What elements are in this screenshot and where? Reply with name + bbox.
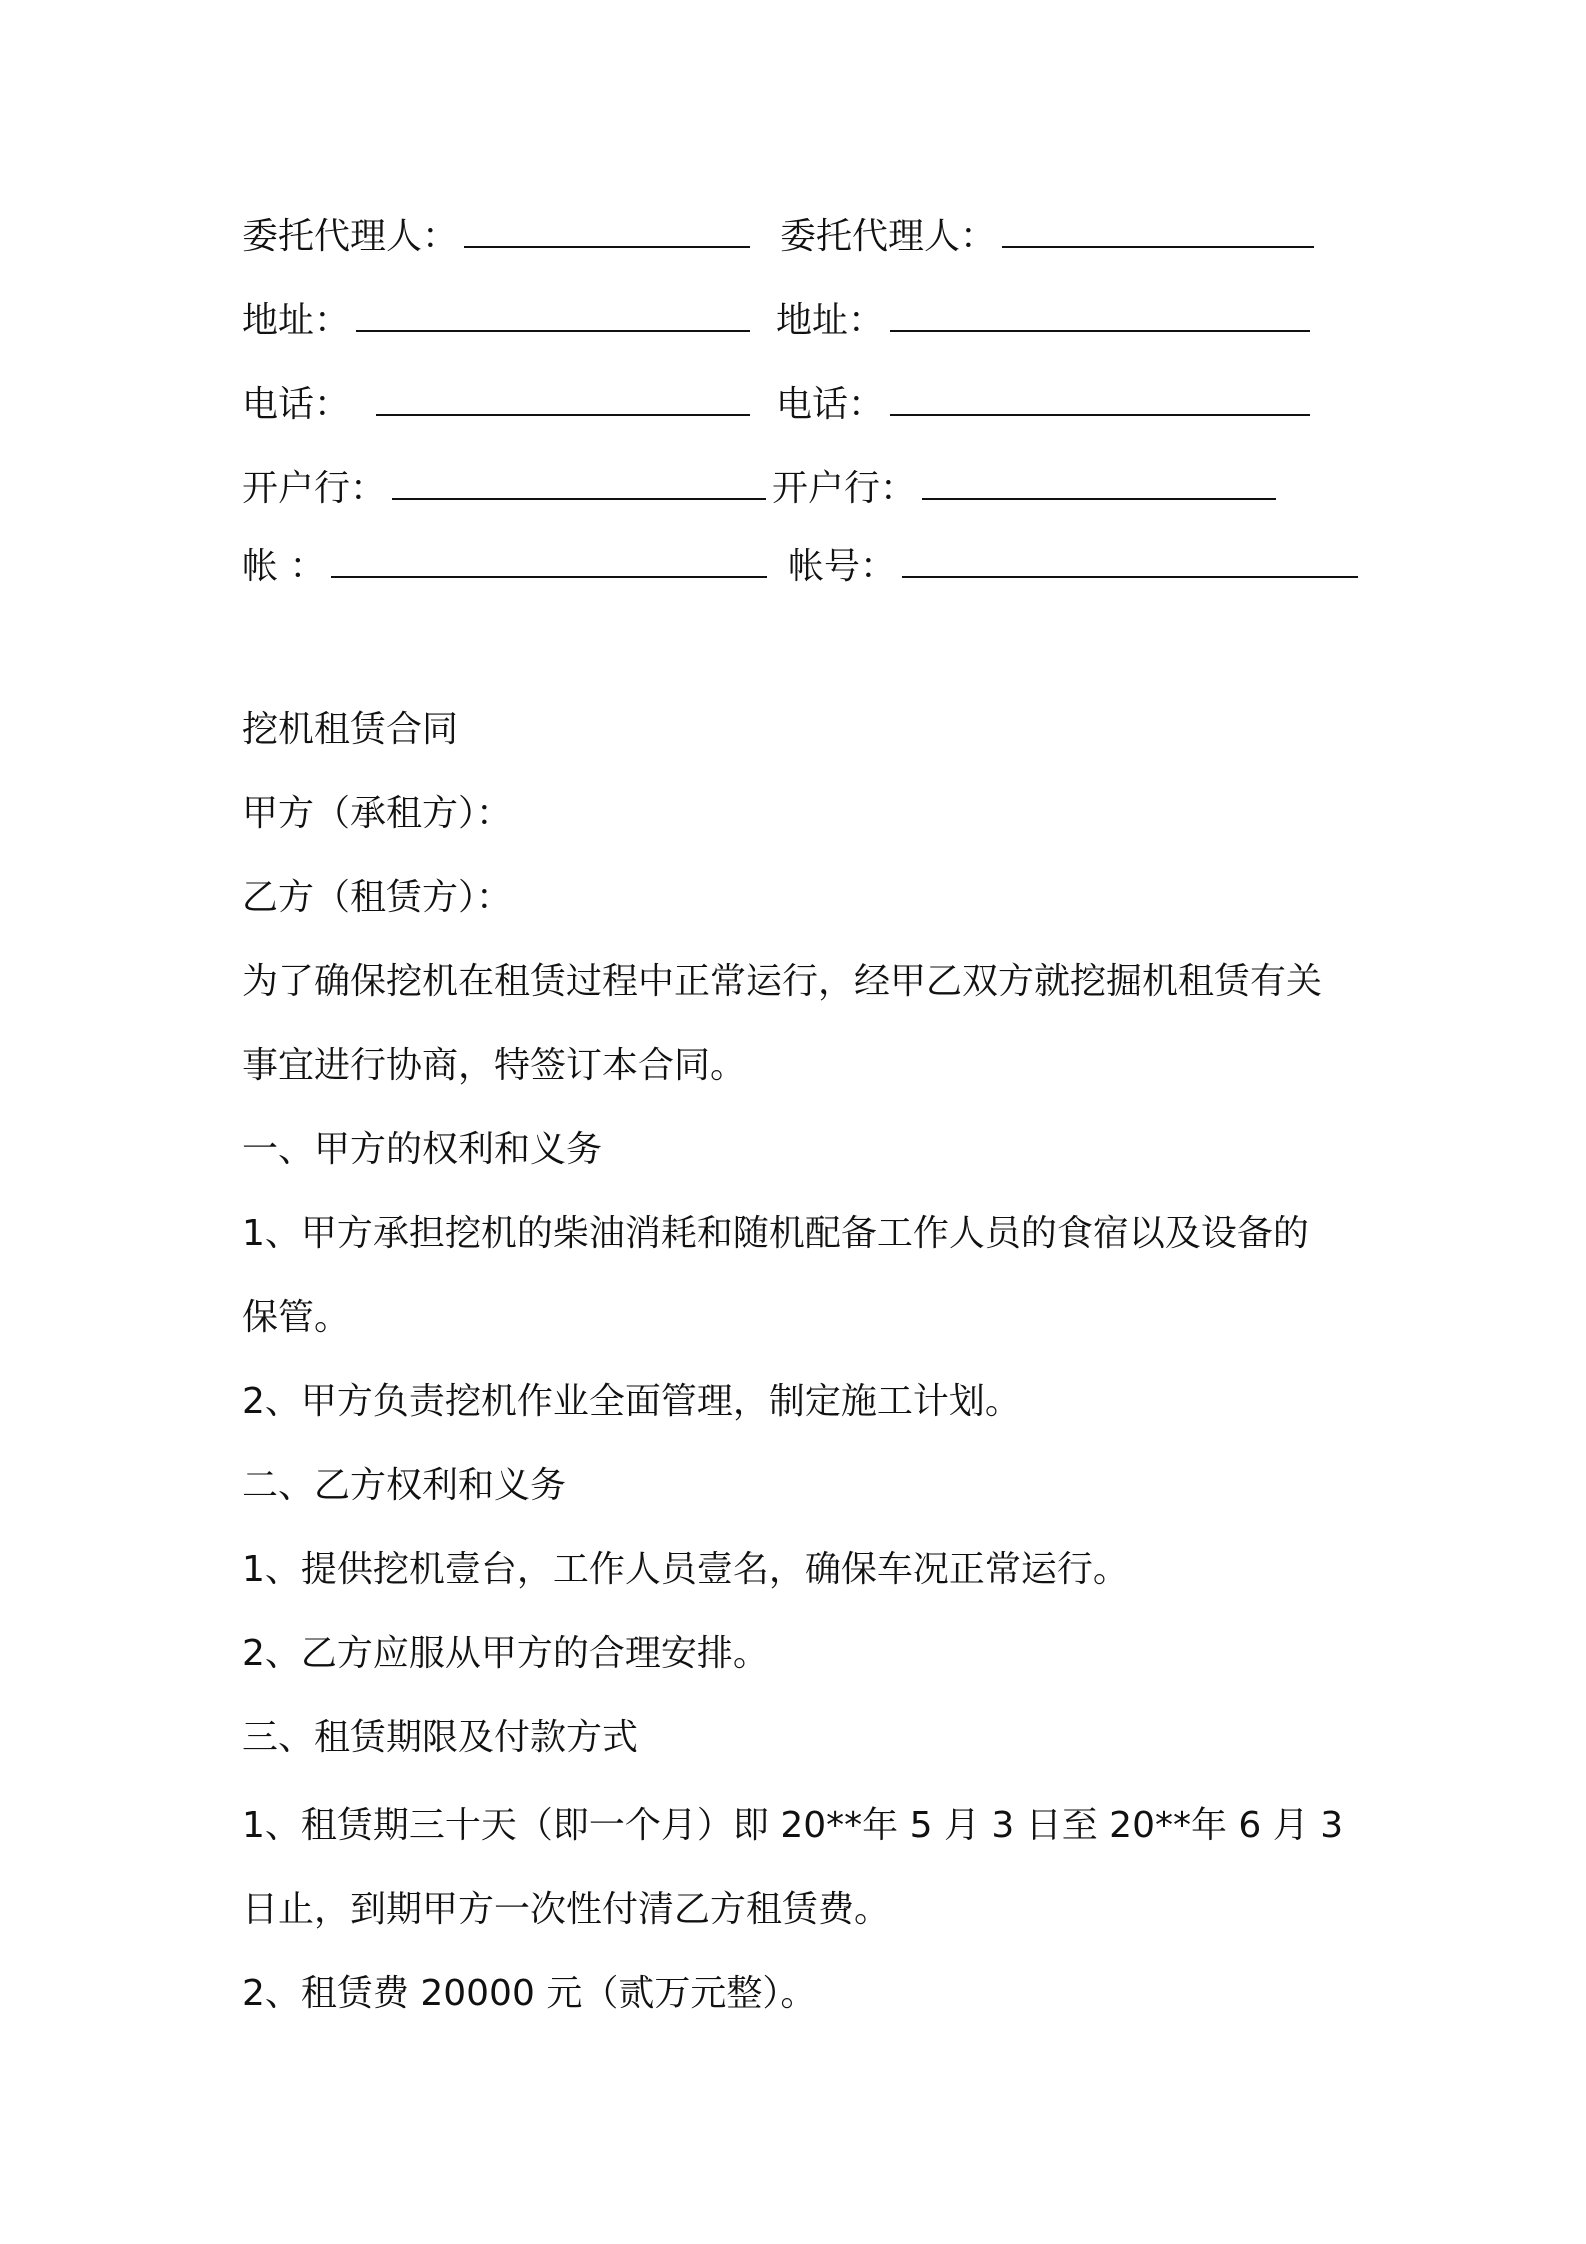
right-phone-field [776,380,1310,427]
right-phone-blank[interactable] [890,380,1310,416]
right-address-field [776,296,1310,343]
right-account-label: 帐号： [788,546,897,587]
right-bank-field [772,464,1276,511]
intro-line-2: 事宜进行协商，特签订本合同。 [242,1045,747,1086]
right-address-blank[interactable] [890,296,1310,332]
left-agent-field [242,212,750,259]
left-bank-label: 开户行： [242,468,387,509]
section-1-item-1-line-2: 保管。 [242,1297,351,1338]
left-phone-label: 电话： [242,384,351,425]
section-1-item-2: 2、甲方负责挖机作业全面管理，制定施工计划。 [242,1381,1021,1422]
section-2-title: 二、乙方权利和义务 [242,1465,567,1506]
left-address-label: 地址： [242,300,351,341]
left-agent-blank[interactable] [464,212,750,248]
right-address-label: 地址： [776,300,885,341]
right-agent-field [780,212,1314,259]
section-3-item-1-line-2: 日止，到期甲方一次性付清乙方租赁费。 [242,1889,891,1930]
left-address-field [242,296,750,343]
party-a-line: 甲方（承租方）： [242,793,513,834]
left-agent-label: 委托代理人： [242,216,459,257]
left-account-blank[interactable] [331,542,767,578]
left-phone-field [242,380,750,427]
section-2-item-2: 2、乙方应服从甲方的合理安排。 [242,1633,769,1674]
section-3-item-1-line-1: 1、租赁期三十天（即一个月）即 20**年 5 月 3 日至 20**年 6 月 3 [242,1805,1344,1846]
section-1-title: 一、甲方的权利和义务 [242,1129,603,1170]
party-b-line: 乙方（租赁方）： [242,877,513,918]
section-2-item-1: 1、提供挖机壹台，工作人员壹名，确保车况正常运行。 [242,1549,1129,1590]
right-agent-label: 委托代理人： [780,216,997,257]
right-account-field [788,542,1358,589]
left-account-field [242,542,767,589]
right-phone-label: 电话： [776,384,885,425]
left-account-label: 帐 ： [242,546,326,587]
contract-title: 挖机租赁合同 [242,709,459,750]
right-account-blank[interactable] [902,542,1358,578]
right-agent-blank[interactable] [1002,212,1314,248]
left-bank-blank[interactable] [392,464,766,500]
right-bank-label: 开户行： [772,468,917,509]
left-phone-blank[interactable] [376,380,750,416]
intro-line-1: 为了确保挖机在租赁过程中正常运行，经甲乙双方就挖掘机租赁有关 [242,961,1323,1002]
right-bank-blank[interactable] [922,464,1276,500]
section-1-item-1-line-1: 1、甲方承担挖机的柴油消耗和随机配备工作人员的食宿以及设备的 [242,1213,1309,1254]
left-bank-field [242,464,766,511]
section-3-title: 三、租赁期限及付款方式 [242,1717,639,1758]
left-address-blank[interactable] [356,296,750,332]
section-3-item-2: 2、租赁费 20000 元（贰万元整）。 [242,1973,817,2014]
